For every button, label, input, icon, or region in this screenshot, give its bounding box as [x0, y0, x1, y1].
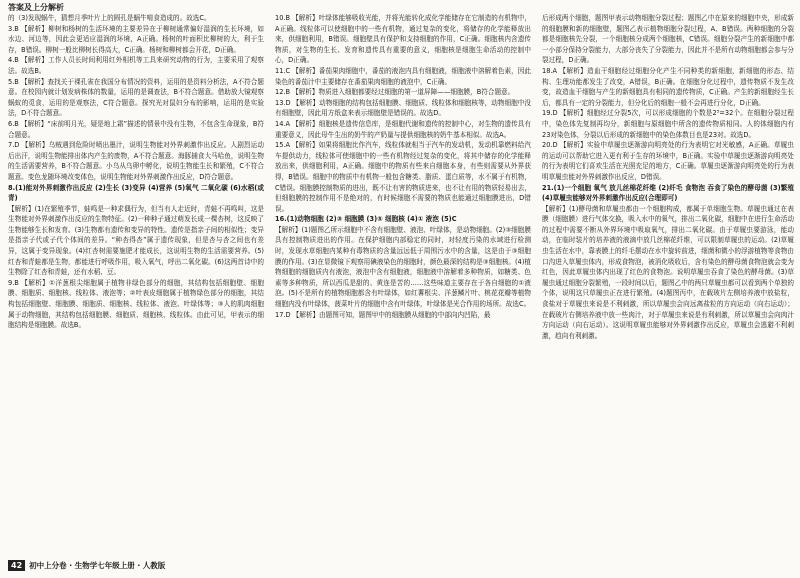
answer-paragraph: 16.(1)动物细胞 (2)③ 细胞膜 (3)⑤ 细胞核 (4)① 液泡 (5)C	[275, 215, 457, 224]
page-number: 42	[8, 560, 25, 571]
page-footer	[8, 560, 165, 571]
column-right	[542, 13, 794, 341]
answer-paragraph: 的（3)发现蜗牛，猜想月季叶片上的圆孔是蜗牛啃食造成的。故选C。	[8, 14, 211, 22]
answer-paragraph: 19.D 【解析】细胞经过分裂5次，可以形成细胞的个数是2⁵=32个。在细胞分裂过程中，染色体先复制再均分，新细胞与原细胞中所含的遗传物质相同。人的体细胞内有23对染色体，分裂以后形成的新细胞中的染色体数目也是23对。故选D。	[542, 109, 794, 139]
footer-title: 初中上分卷 · 生物学七年级上册 · 人教版	[29, 561, 166, 570]
answer-paragraph: 7.D 【解析】乌贼遇到危险时喷出墨汁，说明生物能对外界刺激作出反应。人剧烈运动后出汗，说明生物能排出体内产生的废物，A不符合题意。海豚捕食大马哈鱼，说明生物的生活需要营养，B不符合题意。小乌从乌卵中孵化，说明生物能生长和繁殖，C不符合题意。变色龙随环境改变体色，说明生物能对外界刺激作出反应，D符合题意。	[8, 141, 264, 181]
column-middle	[275, 13, 531, 320]
answer-paragraph: 15.A 【解析】如果将细胞比作汽车，线粒体就相当于汽车的发动机，发动机靠燃料给汽车提供动力，线粒体可使细胞中的一些有机物经过复杂的变化，将其中储存的化学能释放出来，供细胞利用，A正确。细胞中的物质有些来自细胞本身，有些则需要从外界获得，B错误。细胞中的物质中有机物一般包含糖类、脂质、蛋白质等，水不属于有机物，C错误。细胞膜控制物质的进出，既不让有害的物质进来，也不让有用的物质轻易出去，但细胞膜的控制作用不是绝对的，有时候细胞不需要的物质也能通过细胞膜进出，D错误。	[275, 141, 531, 213]
answer-paragraph: 21.(1)一个细胞 氧气 放儿丝棉花纤维 (2)纤毛 食物泡 吞食了染色的酵母菌 (3)繁殖 (4)草履虫能够对外界刺激作出反应(合理即可)	[542, 183, 794, 203]
answer-paragraph: 12.B 【解析】物质进入细胞都要经过细胞的第一道屏障——细胞膜，B符合题意。	[275, 88, 515, 97]
answer-paragraph: 11.C 【解析】番茄果肉细胞中，番茄的液泡内具有细胞液，细胞液中溶解着色素，因此染色的番茄汁中主要储存在番茄果肉细胞的液泡中，C正确。	[275, 66, 531, 86]
answer-paragraph: 3.B 【解析】柳树和杨树的生活环境的主要差异在于柳树通常偏好湿润的生长环境，如水边、河边等，因此会更适应湿润的环境，A正确。杨树的叶面积比柳树的大，利于生存，B错误。柳树一般比柳树长得高大，C正确。杨树和柳树都会开花，D正确。	[8, 24, 264, 54]
answer-paragraph: 5.B 【解析】查找关于裸孔雀在我国分布情况的资料，运用的是资料分析法，A不符合题意。在校园内就计划发病株体的数量，运用的是调查法，B不符合题意。借助放大镜观察蜗蚁的觅食，运用的是观察法，C符合题意。探究光对鼠妇分布的影响，运用的是实验法，D不符合题意。	[8, 77, 264, 118]
answer-paragraph: 【解析】(1)题图乙所示细胞中不含有细胞壁、液泡、叶绿体，是动物细胞。(2)③细胞膜具有控制物质进出的作用。在保护细胞内部稳定的同时，对轻度污染的水域进行检测时，发现水草细胞内某种有毒物质的含量远远低于周围污水中的含量，这是由于③细胞膜的作用。(3)在显微镜下观察用碘液染色的细胞时，颜色最深的结构是③细胞核。(4)植物细胞的细胞质内有液泡，液泡中含有细胞液，细胞液中溶解着多种物质，如糖类、色素等多种物质，所以西瓜是甜的、黄连是苦的……这些味道主要存在于各自细胞的①液泡。(5)不是所有的植物细胞都含有叶绿体，如红薯根尖、洋葱鳞片叶、桃花花瓣等植物细胞内没有叶绿体，菠菜叶片的细胞中含有叶绿体，叶绿体是光合作用的场所。故选C。	[275, 225, 531, 309]
answer-paragraph: 4.B 【解析】工作人员长时间利用红外相机等工具来研究动物的行为，主要采用了观察法。故选B。	[8, 56, 264, 75]
answer-paragraph: 【解析】(1)酵母菌和草履虫都由一个细胞构成，都属于单细胞生物。草履虫通过在表膜（细胞膜）进行气体交换，吸入水中的氧气，排出二氧化碳，细胞中在进行生命活动的过程中需要不断从外界环境中吸取氧气，排出二氧化碳。由于草履虫要游泳，能动动，在临时装片的培养液的液滴中放几丝棉花纤维，可以限制草履虫的运动。(2)草履虫生活在水中，靠表膜上的纤毛摆动在水中旋转前进，细菌和微小的浮游植物等食物由口沟进入草履虫体内，形成食物泡，被消化吸收后，含有染色的酵母菌食物泡就会变为红色，因此草履虫体内出现了红色的食物泡。说明草履虫吞食了染色的酵母菌。(3)草履虫通过细胞分裂繁殖，一段时间以后，题图乙中的两只草履虫都可以看到两个单独的个体，说明这只草履虫正在进行繁殖。(4)题图丙中，在载玻片左侧培养液中放盐粒，食盐对于草履虫来说是不利刺激，所以草履虫会向远离盐粒的方向运动（向右运动）；在载玻片右侧培养液中放一些肉汁，对于草履虫来说是有利刺激，所以草履虫会向肉汁方向运动（向右运动）。这说明草履虫能够对外界刺激作出反应，草履虫会逃避不利刺激，趋向有利刺激。	[542, 204, 794, 340]
answer-paragraph: 9.B 【解析】①洋葱根尖细胞属于植物非绿色部分的细胞，其结构包括细胞壁、细胞膜、细胞质、细胞核、线粒体、液泡等；②叶表皮细胞属于植物绿色部分的细胞，其结构包括细胞壁、细胞膜、细胞质、细胞核、线粒体、液泡、叶绿体等；③人的肌肉细胞属于动物细胞，其结构包括细胞膜、细胞质、细胞核、线粒体。由此可见，甲表示的细胞结构是细胞膜。故选B。	[8, 278, 264, 330]
answer-paragraph: 后形成两个细胞，题图甲表示动物细胞分裂过程；题图乙中在原来的细胞中央，形成新的细胞膜和新的细胞壁，题图乙表示植物细胞分裂过程，A、B错误。两种细胞的分裂都是细胞核先分裂，一个细胞核分成两个细胞核，C错误。细胞分裂产生的新细胞中都一小部分保持分裂能力，大部分丧失了分裂能力，因此并不是所有动物细胞都会参与分裂过程，D正确。	[542, 14, 794, 65]
column-left	[8, 13, 264, 331]
answer-paragraph: 13.D 【解析】动物细胞的结构包括细胞膜、细胞质、线粒体和细胞核等，动物细胞中没有细胞壁，因此用方纸盒来表示细胞壁是错误的。故选D。	[275, 98, 531, 118]
page-header: 答案及上分解析	[8, 3, 64, 12]
answer-paragraph: 14.A 【解析】细胞核是遗传信息库，是细胞代谢和遗传的控制中心，对生物的遗传具有重要意义，因此母牛生出的奶牛的产奶量与提供细胞核的奶牛基本相似。故选A。	[275, 119, 531, 139]
answer-paragraph: 6.B 【解析】“床前明月光，疑是地上霜”描述的情景中没有生物，不包含生命现象，B符合题意。	[8, 119, 264, 139]
answer-paragraph: 18.A 【解析】造血干细胞经过细胞分化产生不同种类的新细胞，新细胞的形态、结构、生理功能都发生了改变，A错误，B正确。在细胞分化过程中，遗传物质不发生改变，故造血干细胞与产生的新细胞具有相同的遗传物质，C正确。产生的新细胞经生长后，都具有一定的分裂能力，但分化后的细胞一般不会再进行分化，D正确。	[542, 66, 794, 107]
answer-paragraph: 20.D 【解析】实验中草履虫逐渐游向明亮处的行为表明它对光敏感，A正确。草履虫的运动可以帮助它进入更有利于生存的环境中，B正确。实验中草履虫逐渐游向明亮处的行为表明它们喜欢生活在光照充足的地方，C正确。草履虫逐渐游向明亮处的行为表明草履虫能对外界刺激作出反应，D错误。	[542, 141, 794, 181]
answer-paragraph: 【解析】(1)在繁殖季节，蛙鸣是一种求偶行为，但当有人走近时，青蛙不再鸣叫，这是生物能对外界刺激作出反应的生物特征。(2)一种种子通过萌发长成一棵杏树，这反映了生物能够生长和发育。(3)生物都有遗传和变异的特性。遗传是指亲子间的相似性；变异是指亲子代或子代个体间的差异。“种杏得杏”属于遗传现象，但是杏与杏之间也有差异，这属于变异现象。(4)红杏树需要施肥才能成长，这说明生物的生活需要营养。(5)红杏和青蛙都是生物，都能进行呼吸作用，吸入氧气，呼出二氧化碳。(6)这两首诗中的生物除了红杏和青蛙，还有水稻、豆。	[8, 204, 264, 277]
answer-paragraph: 10.B 【解析】叶绿体能够吸收光能，并将光能转化成化学能储存在它制造的有机物中，A正确。线粒体可以使细胞中的一些有机物，通过复杂的变化，将储存的化学能释放出来，供细胞利用，B错误。细胞壁具有保护和支持细胞的作用，C正确。细胞核内含遗传物质，对生物的生长、发育和遗传具有重要的意义，细胞核是细胞生命活动的控制中心，D正确。	[275, 14, 531, 65]
answer-paragraph: 8.(1)能对外界刺激作出反应 (2)生长 (3)变异 (4)营养 (5)氧气 二氧化碳 (6)水稻(或青)	[8, 183, 264, 203]
answer-paragraph: 17.D 【解析】由题图可知，题图甲中的细胞膜从细胞的中部向内凹陷，最	[275, 310, 491, 319]
